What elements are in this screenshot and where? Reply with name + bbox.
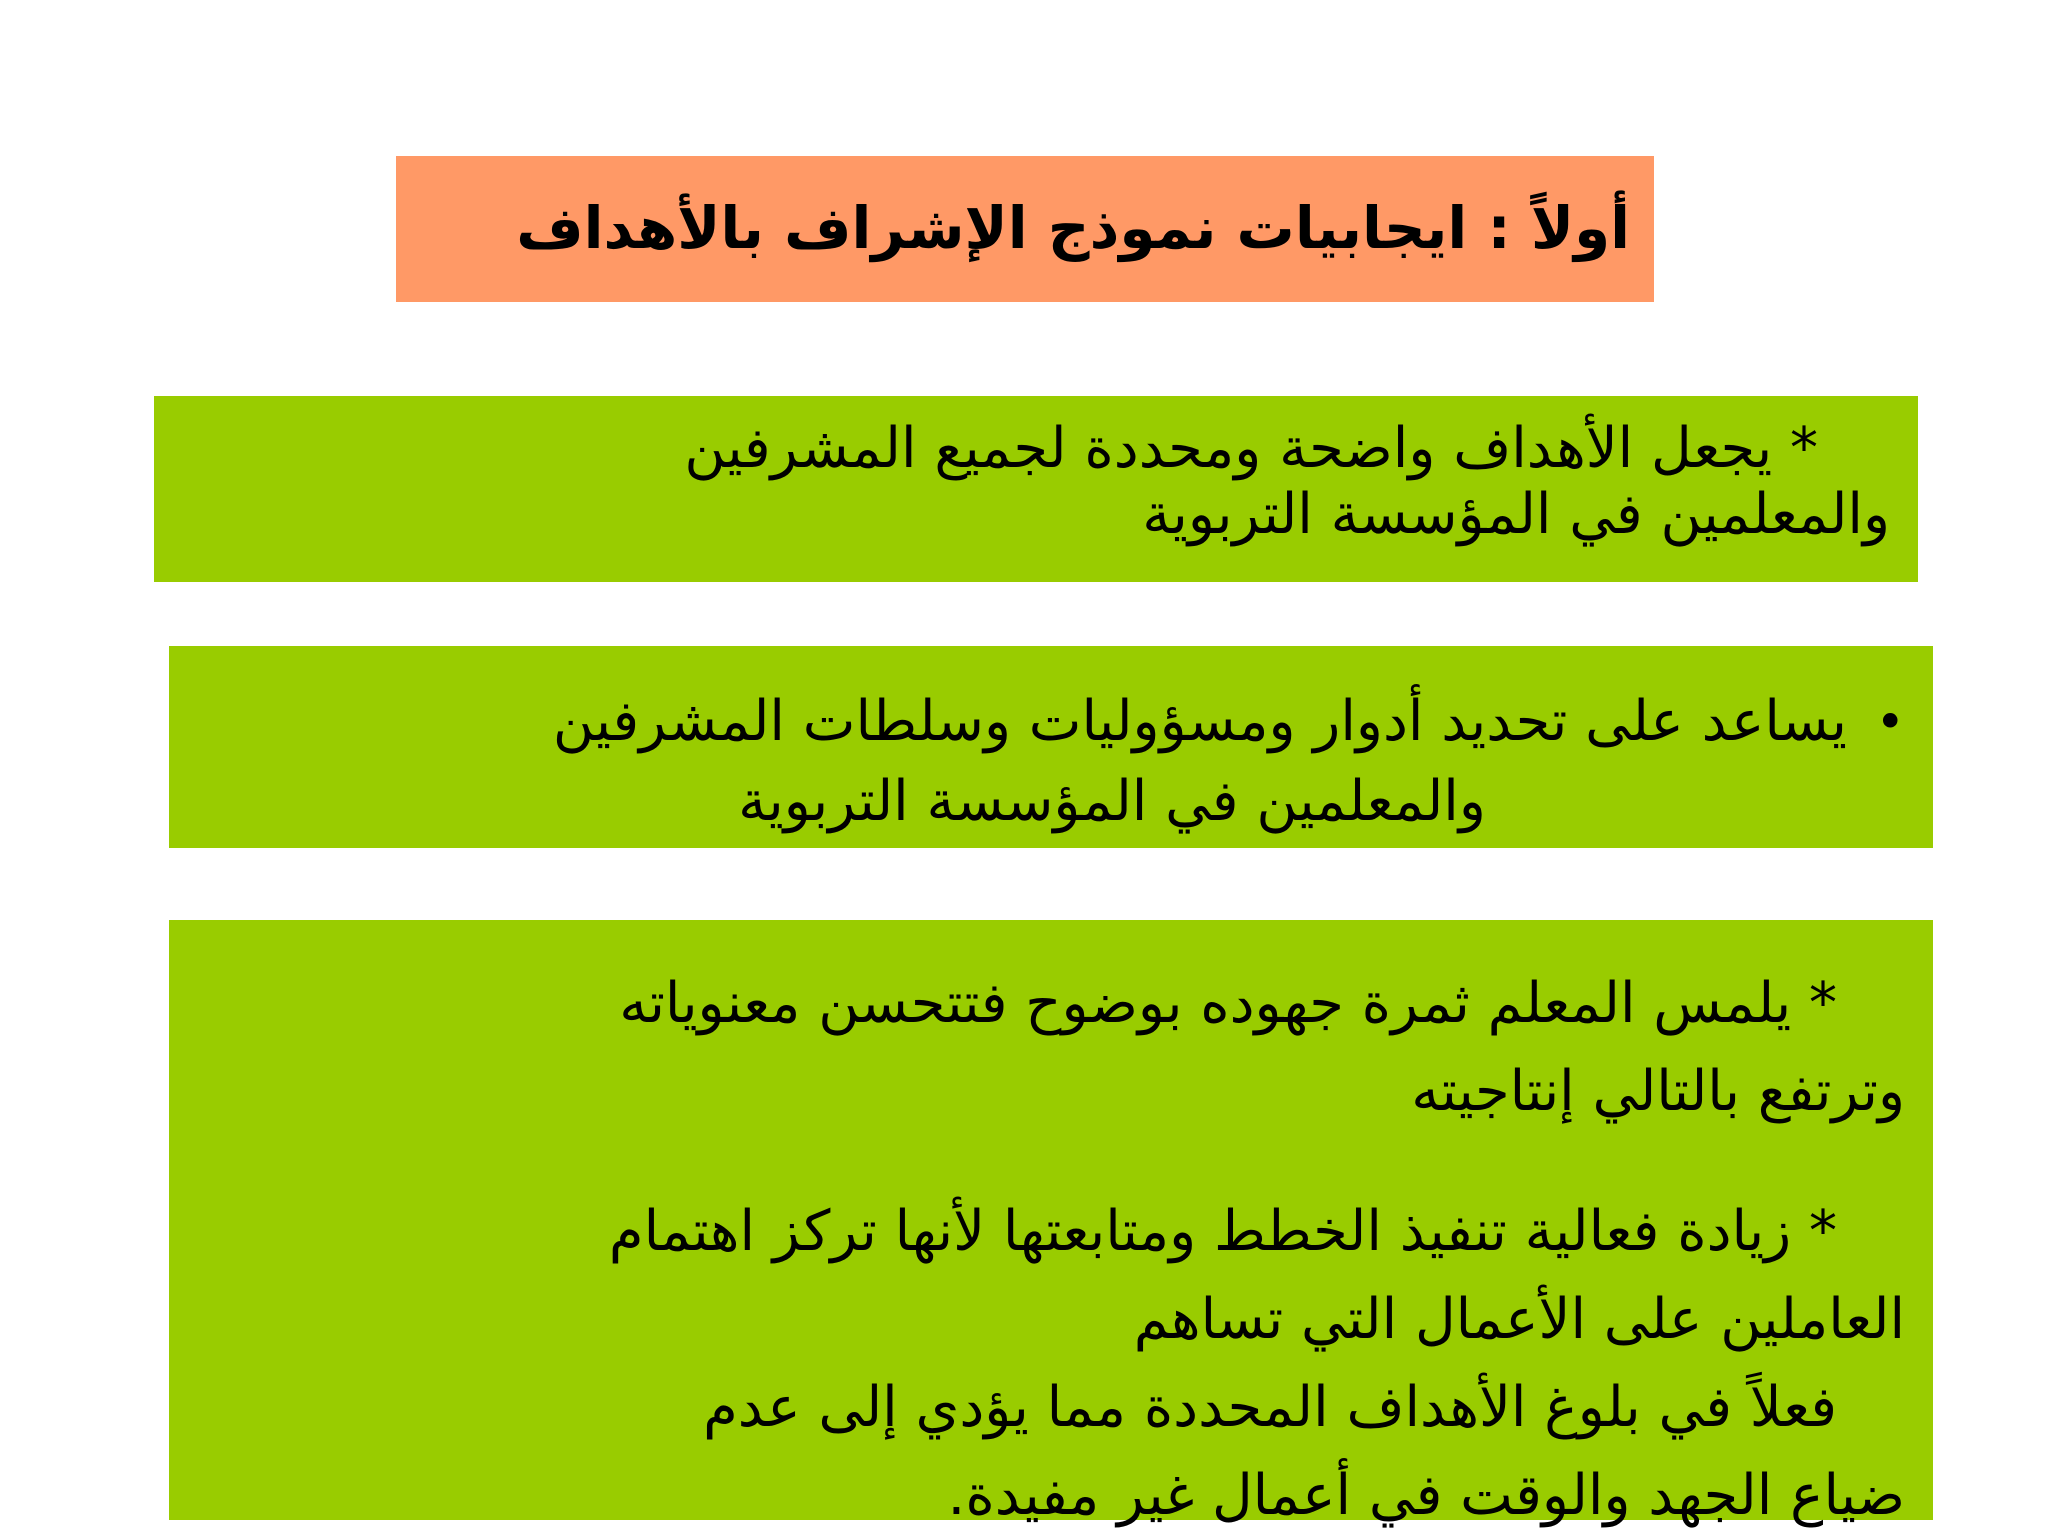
goals-clarity-line-1: * يجعل الأهداف واضحة ومحددة لجميع المشرفين	[684, 416, 1818, 481]
effectiveness-line-1: * زيادة فعالية تنفيذ الخطط ومتابعتها لأنها تركز اهتمام	[608, 1199, 1837, 1264]
bullet-icon: •	[1875, 693, 1905, 751]
effectiveness-paragraph	[209, 1188, 1905, 1364]
morale-paragraph	[209, 960, 1905, 1136]
waste-line-2: ضياع الجهد والوقت في أعمال غير مفيدة.	[947, 1463, 1905, 1528]
roles-definition-line-2: والمعلمين في المؤسسة التربوية	[738, 769, 1486, 834]
goals-clarity-box	[154, 396, 1918, 582]
slide-title: أولاً : ايجابيات نموذج الإشراف بالأهداف	[516, 194, 1630, 263]
title-box	[396, 156, 1654, 302]
morale-line-2: وترتفع بالتالي إنتاجيته	[1411, 1059, 1905, 1124]
waste-line-1: فعلاً في بلوغ الأهداف المحددة مما يؤدي إلى عدم	[703, 1375, 1837, 1440]
paragraph-gap	[209, 1136, 1905, 1188]
morale-line-1: * يلمس المعلم ثمرة جهوده بوضوح فتتحسن معنوياته	[619, 971, 1837, 1036]
waste-paragraph	[209, 1364, 1905, 1536]
goals-clarity-line-2: والمعلمين في المؤسسة التربوية	[1142, 482, 1890, 547]
roles-definition-row	[209, 682, 1905, 762]
roles-definition-box	[169, 646, 1933, 848]
effectiveness-line-2: العاملين على الأعمال التي تساهم	[1133, 1287, 1905, 1352]
roles-definition-line-1: يساعد على تحديد أدوار ومسؤوليات وسلطات المشرفين	[552, 689, 1847, 754]
benefits-box	[169, 920, 1933, 1528]
